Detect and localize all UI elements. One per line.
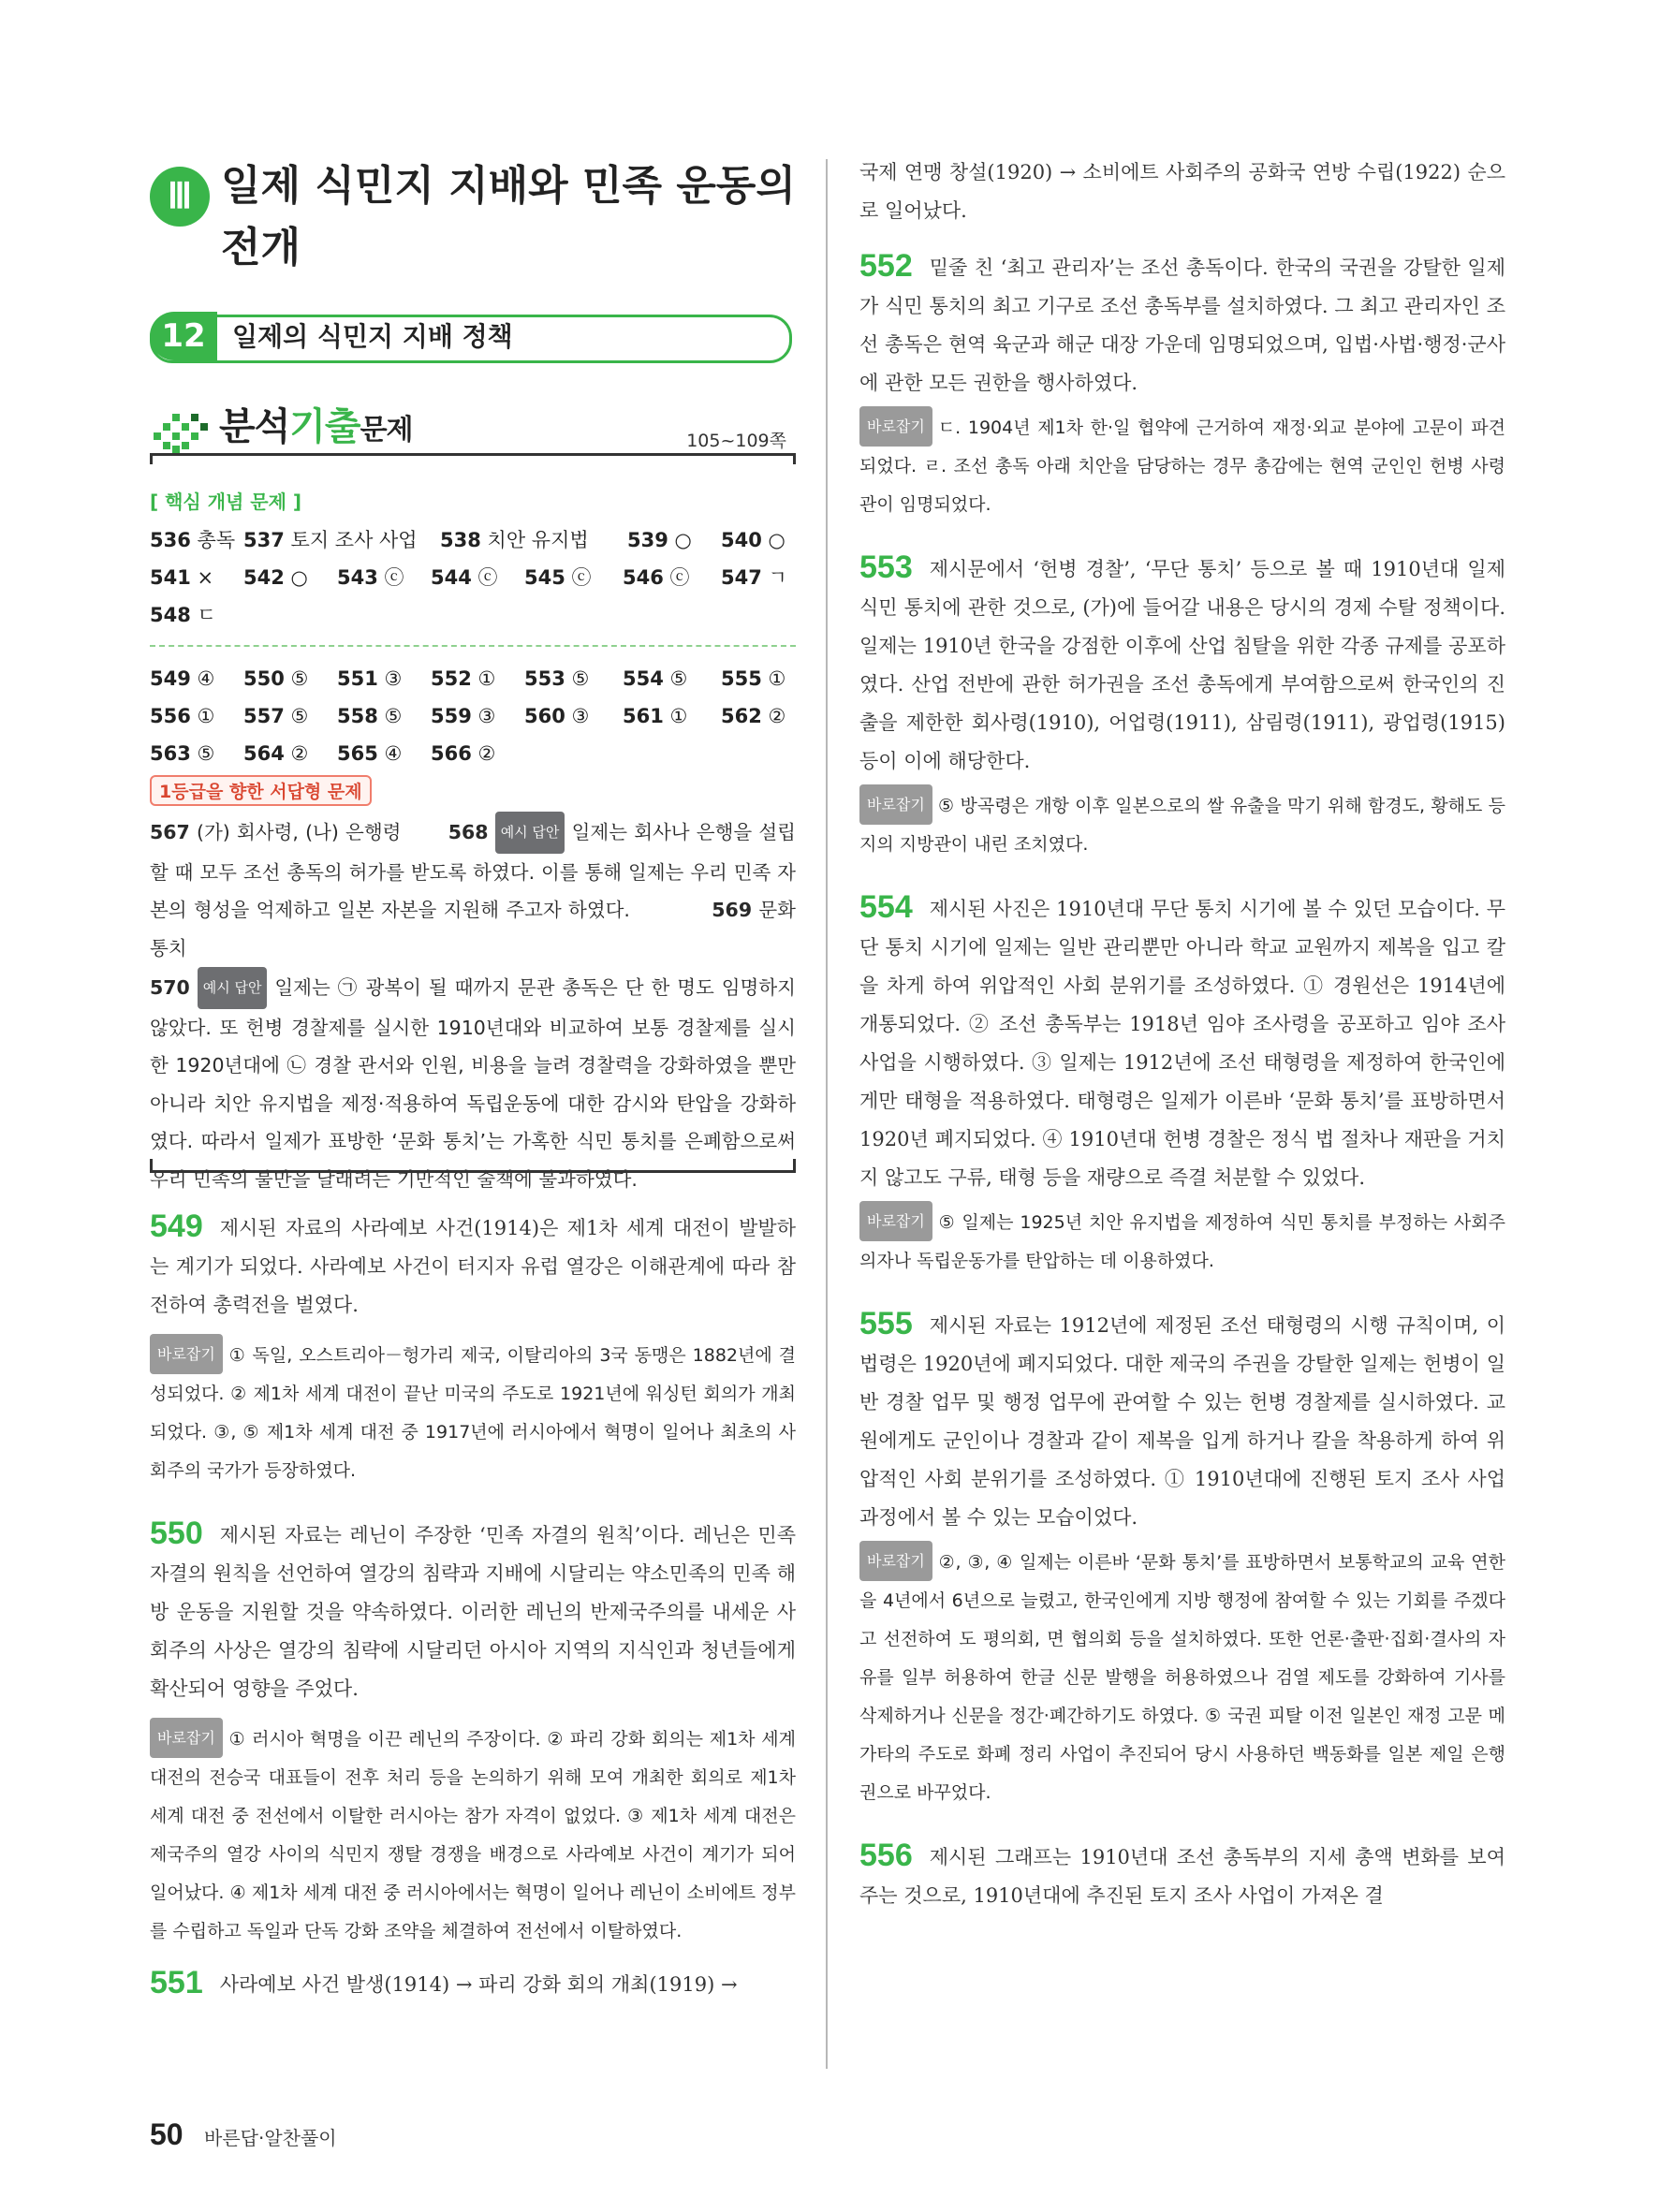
answer-number: 561	[623, 705, 664, 727]
item-551-text: 사라예보 사건 발생(1914) → 파리 강화 회의 개최(1919) →	[219, 1973, 738, 1996]
right-explanations	[859, 154, 1505, 1915]
answer-number: 556	[150, 705, 191, 727]
answer-item	[721, 521, 785, 559]
key-concept-rows	[150, 521, 796, 634]
item-554-text: 제시된 사진은 1910년대 무단 통치 시기에 볼 수 있던 모습이다. 무단 통치 시기에 일제는 일반 관리뿐만 아니라 학교 교원까지 제복을 입고 칼을 차게 하여 위압적인 사회 분위기를 조성하였다. ① 경원선은 1914년에 개통되었다. ② 조선 총독부는 1918년 임야 조사령을 공포하고 임야 조사 사업을 시행하였다. ③ 일제는 1912년에 조선 태형령을 제정하여 한국인에게만 태형을 적용하였다. 태형령은 일제가 이른바 ‘문화 통치’를 표방하면서 1920년 폐지되었다. ④ 1910년대 헌병 경찰은 정식 법 절차나 재판을 거치지 않고도 구류, 태형 등을 재량으로 즉결 처분할 수 있었다.	[859, 898, 1505, 1189]
book-name: 바른답·알찬풀이	[204, 2127, 337, 2149]
item-556-text: 제시된 그래프는 1910년대 조선 총독부의 지세 총액 변화를 보여 주는 것으로, 1910년대에 추진된 토지 조사 사업이 가져온 결	[859, 1846, 1505, 1907]
answer-number: 555	[721, 667, 762, 690]
answer-number: 564	[243, 742, 285, 765]
answer-value: ③	[571, 705, 590, 727]
answer-item	[623, 559, 690, 596]
answer-item	[150, 697, 214, 735]
answer-value: ⑤	[197, 742, 215, 765]
answer-value: ⓒ	[669, 566, 690, 589]
banner-rule-tick-right	[793, 453, 796, 464]
item-553-text: 제시문에서 ‘헌병 경찰’, ‘무단 통치’ 등으로 볼 때 1910년대 일제 식민 통치에 관한 것으로, (가)에 들어갈 내용은 당시의 경제 수탈 정책이다. 일제는 1910년 한국을 강점한 이후에 산업 침탈을 위한 각종 규제를 공포하였다. 산업 전반에 관한 허가권을 조선 총독에게 부여함으로써 한국인의 진출을 제한한 회사령(1910), 어업령(1911), 삼림령(1911), 광업령(1915) 등이 이에 해당한다.	[859, 558, 1505, 772]
left-explanations	[150, 1208, 796, 2004]
answer-item	[524, 697, 589, 735]
item-551-continued: 국제 연맹 창설(1920) → 소비에트 사회주의 공화국 연방 수립(1922) 순으로 일어났다.	[859, 161, 1505, 222]
answer-value: ⑤	[384, 705, 403, 727]
essay-rule-tick-right	[793, 1159, 796, 1170]
answer-number: 549	[150, 667, 191, 690]
answer-value: 총독	[197, 529, 236, 551]
answer-value: ⓒ	[384, 566, 404, 589]
answer-item	[721, 660, 785, 697]
chapter-title: 일제 식민지 지배와 민족 운동의 전개	[221, 162, 796, 271]
answer-number: 551	[337, 667, 378, 690]
item-552	[859, 247, 1505, 524]
answer-number: 558	[337, 705, 378, 727]
answer-value: ⑤	[669, 667, 688, 690]
answer-item	[431, 660, 495, 697]
answer-value: ㄷ	[197, 604, 216, 626]
answer-item	[627, 521, 692, 559]
answer-item	[721, 697, 785, 735]
sample-answer-tag-2: 예시 답안	[198, 967, 268, 1009]
item-555	[859, 1305, 1505, 1812]
answer-value: 치안 유지법	[487, 529, 589, 551]
item-554-number: 554	[859, 889, 913, 925]
answer-number: 547	[721, 566, 762, 589]
q567-number: 567	[150, 821, 190, 843]
item-555-text: 제시된 자료는 1912년에 제정된 조선 태형령의 시행 규칙이며, 이 법령은 1920년에 폐지되었다. 대한 제국의 주권을 강탈한 일제는 헌병이 일반 경찰 업무 및 행정 업무에 관여할 수 있는 헌병 경찰제를 실시하였다. 교원에게도 군인이나 경찰과 같이 제복을 입게 하거나 칼을 착용하게 하여 위압적인 사회 분위기를 조성하였다. ① 1910년대에 진행된 토지 조사 사업 과정에서 볼 수 있는 모습이었다.	[859, 1314, 1505, 1529]
answer-value: ②	[477, 742, 496, 765]
answer-value: ⑤	[290, 667, 309, 690]
answer-item	[150, 735, 214, 772]
item-549-number: 549	[150, 1209, 203, 1244]
item-552-number: 552	[859, 248, 913, 284]
item-549	[150, 1208, 796, 1490]
item-555-fix: ②, ③, ④ 일제는 이른바 ‘문화 통치’를 표방하면서 보통학교의 교육 연한을 4년에서 6년으로 늘렸고, 한국인에게 지방 행정에 참여할 수 있는 기회를 주겠다고 선전하여 도 평의회, 면 협의회 등을 설치하였다. 또한 언론·출판·집회·결사의 자유를 일부 허용하여 한글 신문 발행을 허용하였으나 검열 제도를 강화하여 기사를 삭제하거나 신문을 정간·폐간하기도 하였다. ⑤ 국권 피탈 이전 일본인 재정 고문 메가타의 주도로 화폐 정리 사업이 추진되어 당시 사용하던 백동화를 일본 제일 은행권으로 바꾸었다.	[859, 1552, 1505, 1803]
answer-number: 548	[150, 604, 191, 626]
answer-number: 562	[721, 705, 762, 727]
answer-item	[524, 559, 592, 596]
q569-answer: 문화 통치	[150, 899, 796, 960]
fix-tag: 바로잡기	[859, 406, 932, 447]
answer-item	[243, 660, 308, 697]
answer-row	[150, 735, 796, 772]
q568-answer: 일제는 회사나 은행을 설립할 때 모두 조선 총독의 허가를 받도록 하였다. 이를 통해 일제는 우리 민족 자본의 형성을 억제하고 일본 자본을 지원해 주고자 하였다.	[150, 821, 796, 921]
answer-row	[150, 660, 796, 697]
essay-bottom-rule	[150, 1170, 796, 1173]
answer-rows	[150, 660, 796, 772]
answer-value: ㄱ	[768, 566, 787, 589]
fix-tag: 바로잡기	[859, 784, 932, 825]
banner-part-3: 문제	[360, 414, 413, 447]
page-number: 50	[150, 2117, 184, 2151]
answer-value: ④	[384, 742, 403, 765]
answer-item	[524, 660, 589, 697]
q569-number: 569	[712, 899, 753, 921]
banner-rule-tick-left	[150, 453, 153, 464]
banner-title	[219, 401, 413, 457]
answer-value: ③	[477, 705, 496, 727]
essay-badge	[150, 775, 372, 806]
answer-value: ③	[384, 667, 403, 690]
section-title: 일제의 식민지 지배 정책	[232, 321, 513, 352]
answer-value: ①	[768, 667, 786, 690]
answer-value: ⓒ	[477, 566, 498, 589]
answer-item	[337, 697, 402, 735]
answer-value: ○	[768, 529, 785, 551]
chapter-badge: Ⅲ	[150, 167, 210, 227]
item-553-number: 553	[859, 549, 913, 585]
concept-row	[150, 559, 796, 596]
essay-badge-text: 을 향한 서답형 문제	[205, 782, 362, 802]
essay-section	[150, 775, 796, 1198]
page-range: 105~109쪽	[686, 431, 786, 451]
fix-tag: 바로잡기	[150, 1718, 223, 1758]
answer-number: 544	[431, 566, 472, 589]
answer-value: ①	[197, 705, 215, 727]
answer-value: ①	[669, 705, 688, 727]
answer-item	[431, 697, 495, 735]
item-551	[150, 1964, 796, 2004]
answer-item	[150, 559, 213, 596]
item-550-text: 제시된 자료는 레닌이 주장한 ‘민족 자결의 원칙’이다. 레닌은 민족 자결의 원칙을 선언하여 열강의 침략과 지배에 시달리는 약소민족의 민족 해방 운동을 지원할 것을 약속하였다. 이러한 레닌의 반제국주의를 내세운 사회주의 사상은 열강의 침략에 시달리던 아시아 지역의 지식인과 청년들에게 확산되어 영향을 주었다.	[150, 1524, 796, 1700]
answer-value: ④	[197, 667, 215, 690]
answer-number: 559	[431, 705, 472, 727]
answer-value: ⑤	[571, 667, 590, 690]
answer-value: ②	[290, 742, 309, 765]
answer-number: 560	[524, 705, 565, 727]
banner-grid-icon	[152, 408, 210, 455]
answer-item	[431, 735, 495, 772]
answer-value: ⑤	[290, 705, 309, 727]
item-556-number: 556	[859, 1838, 913, 1873]
fix-tag: 바로잡기	[150, 1334, 223, 1374]
item-554-fix: ⑤ 일제는 1925년 치안 유지법을 제정하여 식민 통치를 부정하는 사회주의자나 독립운동가를 탄압하는 데 이용하였다.	[859, 1212, 1505, 1271]
answer-item	[337, 660, 402, 697]
answer-item	[243, 559, 308, 596]
answer-item	[337, 735, 402, 772]
answer-item	[243, 521, 418, 559]
answer-item	[431, 559, 498, 596]
answer-number: 536	[150, 529, 191, 551]
essay-567-568	[150, 812, 796, 967]
essay-badge-grade: 1등급	[159, 782, 206, 802]
answer-item	[243, 735, 308, 772]
banner-rule	[150, 453, 796, 456]
answer-number: 554	[623, 667, 664, 690]
answer-item	[337, 559, 404, 596]
answer-number: 541	[150, 566, 191, 589]
answer-number: 565	[337, 742, 378, 765]
item-550-number: 550	[150, 1516, 203, 1551]
answer-number: 557	[243, 705, 285, 727]
essay-570	[150, 967, 796, 1198]
answer-number: 537	[243, 529, 285, 551]
answer-value: ×	[197, 566, 214, 589]
key-concept-answers	[150, 487, 796, 772]
answer-number: 540	[721, 529, 762, 551]
answer-value: 토지 조사 사업	[290, 529, 418, 551]
answer-item	[150, 596, 216, 634]
answer-value: ①	[477, 667, 496, 690]
essay-rule-tick-left	[150, 1159, 153, 1170]
concept-row	[150, 521, 796, 559]
answer-item	[440, 521, 589, 559]
answer-item	[243, 697, 308, 735]
answer-item	[623, 697, 687, 735]
key-concept-label: [ 핵심 개념 문제 ]	[150, 491, 302, 513]
answer-number: 545	[524, 566, 565, 589]
section-number: 12	[150, 312, 217, 360]
answer-value: ②	[768, 705, 786, 727]
banner-part-1: 분석	[219, 405, 290, 448]
answer-number: 539	[627, 529, 668, 551]
item-554	[859, 888, 1505, 1281]
answer-number: 546	[623, 566, 664, 589]
sample-answer-tag: 예시 답안	[495, 812, 565, 854]
fix-tag: 바로잡기	[859, 1201, 932, 1241]
item-550	[150, 1515, 796, 1951]
item-555-number: 555	[859, 1306, 913, 1341]
item-553-fix: ⑤ 방곡령은 개항 이후 일본으로의 쌀 유출을 막기 위해 함경도, 황해도 등지의 지방관이 내린 조치였다.	[859, 796, 1505, 855]
answer-number: 563	[150, 742, 191, 765]
answer-row	[150, 697, 796, 735]
q570-answer: 일제는 ㉠ 광복이 될 때까지 문관 총독은 단 한 명도 임명하지 않았다. 또 헌병 경찰제를 실시한 1910년대와 비교하여 보통 경찰제를 실시한 1920년대에 ㉡ 경찰 관서와 인원, 비용을 늘려 경찰력을 강화하였을 뿐만 아니라 치안 유지법을 제정·적용하여 독립운동에 대한 감시와 탄압을 강화하였다. 따라서 일제가 표방한 ‘문화 통치’는 가혹한 식민 통치를 은폐함으로써 우리 민족의 불만을 달래려는 기만적인 술책에 불과하였다.	[150, 976, 796, 1191]
q570-number: 570	[150, 976, 190, 999]
item-552-fix: ㄷ. 1904년 제1차 한·일 협약에 근거하여 재정·외교 분야에 고문이 파견되었다. ㄹ. 조선 총독 아래 치안을 담당하는 경무 총감에는 현역 군인인 헌병 사령관이 임명되었다.	[859, 417, 1505, 515]
answer-value: ⓒ	[571, 566, 592, 589]
answer-number: 543	[337, 566, 378, 589]
item-556	[859, 1837, 1505, 1915]
item-550-fix: ① 러시아 혁명을 이끈 레닌의 주장이다. ② 파리 강화 회의는 제1차 세계 대전의 전승국 대표들이 전후 처리 등을 논의하기 위해 모여 개최한 회의로 제1차 세계 대전 중 전선에서 이탈한 러시아는 참가 자격이 없었다. ③ 제1차 세계 대전은 제국주의 열강 사이의 식민지 쟁탈 경쟁을 배경으로 사라예보 사건이 계기가 되어 일어났다. ④ 제1차 세계 대전 중 러시아에서는 혁명이 일어나 레닌이 소비에트 정부를 수립하고 독일과 단독 강화 조약을 체결하여 전선에서 이탈하였다.	[150, 1729, 796, 1941]
column-separator	[826, 159, 828, 2069]
answer-item	[623, 660, 687, 697]
answer-value: ○	[674, 529, 692, 551]
answer-number: 550	[243, 667, 285, 690]
answer-number: 538	[440, 529, 481, 551]
dashed-divider	[150, 645, 796, 647]
q568-number: 568	[448, 821, 489, 843]
answer-number: 552	[431, 667, 472, 690]
answer-number: 566	[431, 742, 472, 765]
answer-number: 553	[524, 667, 565, 690]
concept-row	[150, 596, 796, 634]
answer-item	[150, 660, 214, 697]
item-552-text: 밑줄 친 ‘최고 관리자’는 조선 총독이다. 한국의 국권을 강탈한 일제가 식민 통치의 최고 기구로 조선 총독부를 설치하였다. 그 최고 관리자인 조선 총독은 현역 육군과 해군 대장 가운데 임명되었으며, 입법·사법·행정·군사에 관한 모든 권한을 행사하였다.	[859, 256, 1505, 394]
q567-answer: (가) 회사령, (나) 은행령	[196, 821, 402, 843]
item-553	[859, 549, 1505, 864]
answer-item	[721, 559, 787, 596]
banner-part-2: 기출	[289, 405, 360, 448]
fix-tag: 바로잡기	[859, 1541, 932, 1581]
item-551-number: 551	[150, 1965, 203, 2000]
answer-value: ○	[290, 566, 308, 589]
answer-number: 542	[243, 566, 285, 589]
item-549-text: 제시된 자료의 사라예보 사건(1914)은 제1차 세계 대전이 발발하는 계기가 되었다. 사라예보 사건이 터지자 유럽 열강은 이해관계에 따라 참전하여 총력전을 벌였다.	[150, 1217, 796, 1316]
item-549-fix: ① 독일, 오스트리아－헝가리 제국, 이탈리아의 3국 동맹은 1882년에 결성되었다. ② 제1차 세계 대전이 끝난 미국의 주도로 1921년에 워싱턴 회의가 개최되었다. ③, ⑤ 제1차 세계 대전 중 1917년에 러시아에서 혁명이 일어나 최초의 사회주의 국가가 등장하였다.	[150, 1345, 796, 1481]
answer-item	[150, 521, 235, 559]
